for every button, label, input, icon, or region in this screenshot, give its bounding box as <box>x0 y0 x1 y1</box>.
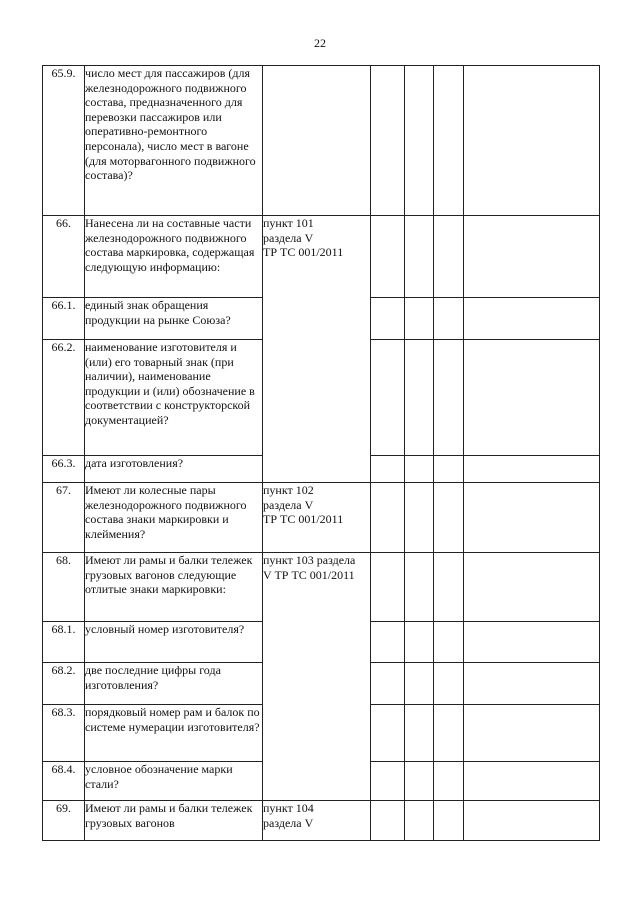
answer-yes-cell[interactable] <box>371 298 405 340</box>
answer-na-cell[interactable] <box>434 66 464 216</box>
requirement-question: условное обозначение марки стали? <box>85 762 263 801</box>
table-row <box>43 801 600 841</box>
page-number: 22 <box>314 36 326 50</box>
answer-yes-cell[interactable] <box>371 483 405 553</box>
reference-line: раздела V <box>263 815 314 830</box>
answer-na-cell[interactable] <box>434 456 464 483</box>
reference-line: пункт 103 раздела <box>263 553 356 567</box>
requirement-question: Имеют ли рамы и балки тележек грузовых вагонов <box>85 801 263 841</box>
requirement-question: дата изготовления? <box>85 456 263 483</box>
table-row <box>43 66 600 216</box>
item-number: 68.1. <box>43 622 85 663</box>
answer-na-cell[interactable] <box>434 216 464 298</box>
answer-no-cell[interactable] <box>405 663 434 705</box>
answer-yes-cell[interactable] <box>371 622 405 663</box>
item-number: 69. <box>43 801 85 841</box>
note-cell[interactable] <box>464 66 600 216</box>
reference-line: пункт 101 <box>263 216 314 230</box>
answer-na-cell[interactable] <box>434 553 464 622</box>
answer-no-cell[interactable] <box>405 456 434 483</box>
item-number: 68.3. <box>43 705 85 762</box>
requirement-question: Имеют ли колесные пары железнодорожного подвижного состава знаки маркировки и клеймения? <box>85 483 263 553</box>
requirement-question: число мест для пассажиров (для железнодорожного подвижного состава, предназначенного для перевозки пассажиров или оперативно-ремонтного персонала), число мест в вагоне (для моторвагонного подвижного состава)? <box>85 66 263 216</box>
note-cell[interactable] <box>464 622 600 663</box>
answer-na-cell[interactable] <box>434 762 464 801</box>
table-row <box>43 483 600 553</box>
reference-line: V ТР ТС 001/2011 <box>263 567 355 582</box>
reference-cell <box>263 553 371 801</box>
table-row <box>43 216 600 298</box>
reference-cell <box>263 216 371 483</box>
reference-line: раздела V <box>263 230 314 245</box>
answer-na-cell[interactable] <box>434 663 464 705</box>
requirement-question: наименование изготовителя и (или) его товарный знак (при наличии), наименование продукции и (или) обозначение в соответствии с конструкторской документацией? <box>85 340 263 456</box>
requirement-question: Нанесена ли на составные части железнодорожного подвижного состава маркировка, содержащая следующую информацию: <box>85 216 263 298</box>
answer-no-cell[interactable] <box>405 801 434 841</box>
note-cell[interactable] <box>464 553 600 622</box>
answer-no-cell[interactable] <box>405 340 434 456</box>
answer-na-cell[interactable] <box>434 705 464 762</box>
answer-yes-cell[interactable] <box>371 340 405 456</box>
answer-no-cell[interactable] <box>405 762 434 801</box>
answer-na-cell[interactable] <box>434 622 464 663</box>
reference-line: ТР ТС 001/2011 <box>263 512 344 527</box>
requirement-question: условный номер изготовителя? <box>85 622 263 663</box>
item-number: 68.2. <box>43 663 85 705</box>
item-number: 66. <box>43 216 85 298</box>
item-number: 66.1. <box>43 298 85 340</box>
reference-cell <box>263 801 371 841</box>
note-cell[interactable] <box>464 483 600 553</box>
answer-na-cell[interactable] <box>434 340 464 456</box>
answer-yes-cell[interactable] <box>371 801 405 841</box>
requirement-question: единый знак обращения продукции на рынке Союза? <box>85 298 263 340</box>
answer-yes-cell[interactable] <box>371 553 405 622</box>
reference-line: пункт 102 <box>263 483 314 497</box>
item-number: 67. <box>43 483 85 553</box>
answer-yes-cell[interactable] <box>371 66 405 216</box>
item-number: 68. <box>43 553 85 622</box>
answer-no-cell[interactable] <box>405 483 434 553</box>
answer-yes-cell[interactable] <box>371 705 405 762</box>
note-cell[interactable] <box>464 663 600 705</box>
reference-line: пункт 104 <box>263 801 314 815</box>
note-cell[interactable] <box>464 216 600 298</box>
answer-yes-cell[interactable] <box>371 216 405 298</box>
reference-cell <box>263 66 371 216</box>
note-cell[interactable] <box>464 762 600 801</box>
requirement-question: две последние цифры года изготовления? <box>85 663 263 705</box>
reference-line: раздела V <box>263 497 314 512</box>
item-number: 66.2. <box>43 340 85 456</box>
answer-yes-cell[interactable] <box>371 762 405 801</box>
note-cell[interactable] <box>464 340 600 456</box>
answer-na-cell[interactable] <box>434 298 464 340</box>
answer-no-cell[interactable] <box>405 553 434 622</box>
reference-line: ТР ТС 001/2011 <box>263 245 344 260</box>
item-number: 68.4. <box>43 762 85 801</box>
note-cell[interactable] <box>464 801 600 841</box>
answer-no-cell[interactable] <box>405 298 434 340</box>
item-number: 65.9. <box>43 66 85 216</box>
note-cell[interactable] <box>464 456 600 483</box>
item-number: 66.3. <box>43 456 85 483</box>
answer-no-cell[interactable] <box>405 705 434 762</box>
requirement-question: Имеют ли рамы и балки тележек грузовых вагонов следующие отлитые знаки маркировки: <box>85 553 263 622</box>
requirements-checklist-table <box>42 65 600 841</box>
answer-no-cell[interactable] <box>405 622 434 663</box>
reference-cell <box>263 483 371 553</box>
note-cell[interactable] <box>464 705 600 762</box>
requirement-question: порядковый номер рам и балок по системе нумерации изготовителя? <box>85 705 263 762</box>
answer-no-cell[interactable] <box>405 66 434 216</box>
note-cell[interactable] <box>464 298 600 340</box>
answer-na-cell[interactable] <box>434 483 464 553</box>
answer-no-cell[interactable] <box>405 216 434 298</box>
answer-na-cell[interactable] <box>434 801 464 841</box>
answer-yes-cell[interactable] <box>371 663 405 705</box>
answer-yes-cell[interactable] <box>371 456 405 483</box>
table-row <box>43 553 600 622</box>
